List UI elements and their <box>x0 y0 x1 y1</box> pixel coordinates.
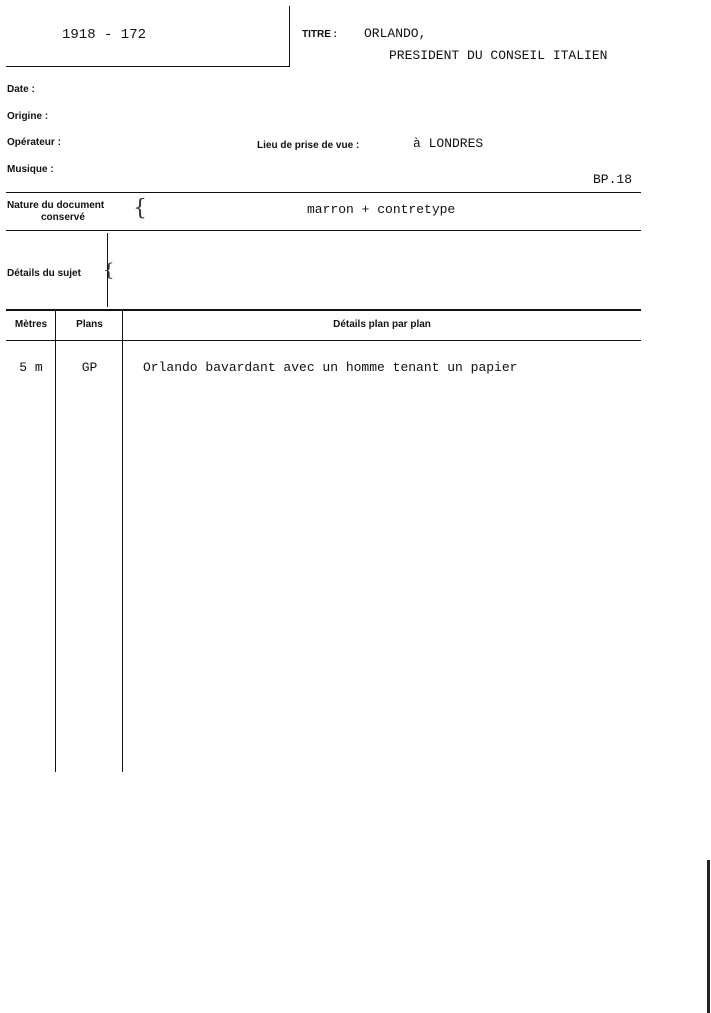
operateur-label: Opérateur : <box>7 137 61 148</box>
document-code: BP.18 <box>593 172 633 187</box>
titre-label: TITRE : <box>302 29 337 40</box>
column-divider-metres <box>55 311 56 772</box>
table-top-line <box>6 309 641 311</box>
nature-value: marron + contretype <box>307 202 456 217</box>
titre-line-1: ORLANDO, <box>364 26 427 41</box>
date-label: Date : <box>7 84 35 95</box>
nature-brace: { <box>133 196 147 221</box>
table-header-underline <box>6 340 641 341</box>
header-divider <box>289 6 290 66</box>
nature-label-line-1: Nature du document <box>7 200 105 211</box>
column-divider-plans <box>122 311 123 772</box>
separator-nature-bottom <box>6 230 641 231</box>
details-sujet-brace: { <box>103 260 115 281</box>
header-underline <box>6 66 290 67</box>
separator-nature-top <box>6 192 641 193</box>
row-details: Orlando bavardant avec un homme tenant un papier <box>143 360 518 375</box>
row-metres: 5 m <box>19 360 43 375</box>
reference-number: 1918 - 172 <box>62 27 147 43</box>
header-metres: Mètres <box>14 319 48 330</box>
lieu-label: Lieu de prise de vue : <box>257 140 360 151</box>
origine-label: Origine : <box>7 111 49 122</box>
lieu-value: à LONDRES <box>413 136 484 151</box>
nature-label-line-2: conservé <box>41 212 85 223</box>
header-details: Détails plan par plan <box>333 319 431 330</box>
page-edge <box>707 860 710 1013</box>
header-plans: Plans <box>76 319 103 330</box>
details-sujet-label: Détails du sujet <box>7 268 81 279</box>
row-plans: GP <box>81 360 98 375</box>
titre-line-2: PRESIDENT DU CONSEIL ITALIEN <box>389 48 608 63</box>
musique-label: Musique : <box>7 164 54 175</box>
